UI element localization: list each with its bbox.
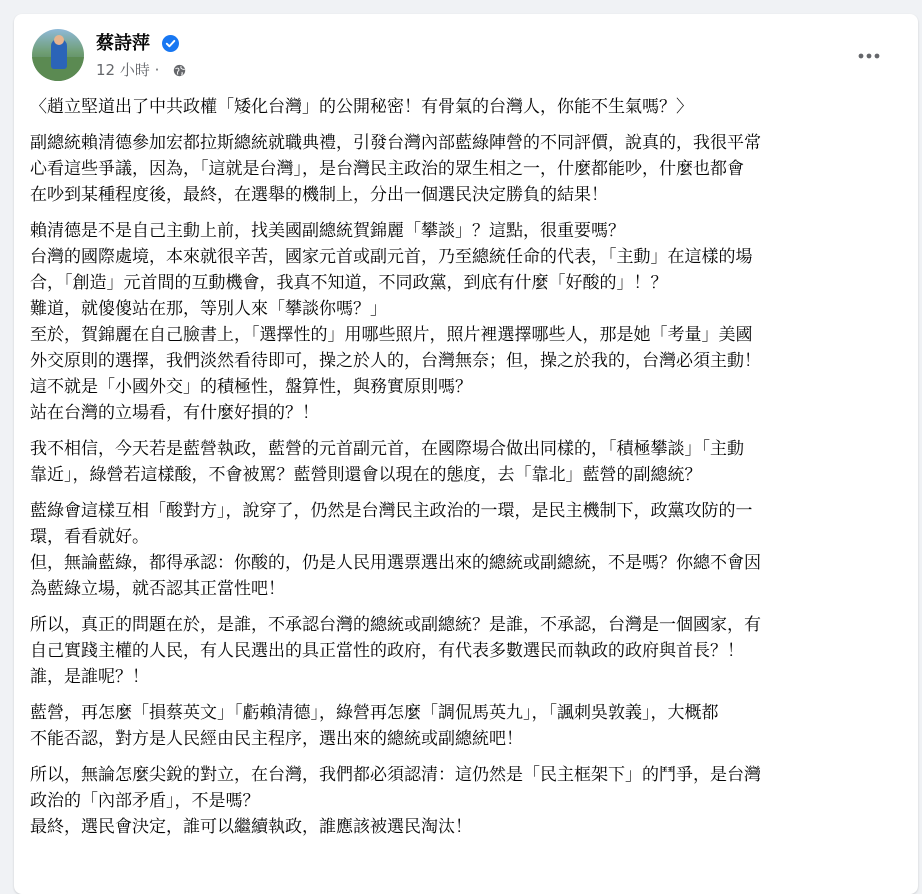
post-text-line: 在吵到某種程度後，最終，在選舉的機制上，分出一個選民決定勝負的結果！ [30, 185, 608, 205]
more-options-button[interactable] [850, 38, 890, 74]
author-avatar[interactable] [32, 29, 84, 81]
post-text-line: 所以，真正的問題在於，是誰，不承認台灣的總統或副總統？是誰，不承認，台灣是一個國家，有 [30, 615, 761, 635]
post-paragraph [30, 94, 910, 120]
post-text-line: 這不就是「小國外交」的積極性，盤算性，與務實原則嗎？ [30, 377, 472, 397]
post-text-line: 誰，是誰呢？！ [30, 667, 149, 687]
post-body [30, 94, 910, 850]
post-text-line: 但，無論藍綠，都得承認：你酸的，仍是人民用選票選出來的總統或副總統，不是嗎？你總不會因 [30, 553, 761, 573]
post-text-line: 副總統賴清德參加宏都拉斯總統就職典禮，引發台灣內部藍綠陣營的不同評價，說真的，我很平常 [30, 133, 761, 153]
post-text-line: 我不相信，今天若是藍營執政，藍營的元首副元首，在國際場合做出同樣的，「積極攀談」「主動 [30, 439, 744, 459]
post-paragraph [30, 130, 910, 208]
post-text-line: 靠近」，綠營若這樣酸，不會被罵？藍營則還會以現在的態度，去「靠北」藍營的副總統？ [30, 465, 702, 485]
meta-separator: · [154, 61, 160, 79]
post-text-line: 藍綠會這樣互相「酸對方」，說穿了，仍然是台灣民主政治的一環，是民主機制下，政黨攻防的一 [30, 501, 753, 521]
post-text-line: 〈趙立堅道出了中共政權「矮化台灣」的公開秘密！有骨氣的台灣人，你能不生氣嗎？〉 [30, 97, 693, 117]
post-text-line: 外交原則的選擇，我們淡然看待即可，操之於人的，台灣無奈；但，操之於我的，台灣必須主動！ [30, 351, 761, 371]
post-paragraph [30, 436, 910, 488]
post-text-line: 至於，賀錦麗在自己臉書上，「選擇性的」用哪些照片，照片裡選擇哪些人，那是她「考量」美國 [30, 325, 753, 345]
post-text-line: 站在台灣的立場看，有什麼好損的？！ [30, 403, 319, 423]
post-text-line: 為藍綠立場，就否認其正當性吧！ [30, 579, 285, 599]
post-card [14, 14, 918, 894]
post-text-line: 環，看看就好。 [30, 527, 149, 547]
post-paragraph [30, 700, 910, 752]
post-paragraph [30, 218, 910, 426]
verified-badge-icon [162, 35, 179, 52]
post-text-line: 賴清德是不是自己主動上前，找美國副總統賀錦麗「攀談」？這點，很重要嗎？ [30, 221, 625, 241]
post-meta [96, 60, 159, 80]
globe-icon[interactable] [173, 64, 186, 77]
post-text-line: 最終，選民會決定，誰可以繼續執政，誰應該被選民淘汰！ [30, 817, 472, 837]
post-text-line: 政治的「內部矛盾」，不是嗎？ [30, 791, 260, 811]
post-text-line: 藍營，再怎麼「損蔡英文」「虧賴清德」，綠營再怎麼「調侃馬英九」，「諷刺吳敦義」，大概都 [30, 703, 719, 723]
more-options-icon [858, 53, 880, 59]
post-paragraph [30, 762, 910, 840]
post-text-line: 心看這些爭議，因為，「這就是台灣」，是台灣民主政治的眾生相之一，什麼都能吵，什麼也都會 [30, 159, 744, 179]
avatar-head [54, 35, 64, 45]
post-paragraph [30, 612, 910, 690]
post-text-line: 所以，無論怎麼尖銳的對立，在台灣，我們都必須認清：這仍然是「民主框架下」的鬥爭，是台灣 [30, 765, 761, 785]
post-text-line: 不能否認，對方是人民經由民主程序，選出來的總統或副總統吧！ [30, 729, 523, 749]
post-text-line: 合，「創造」元首間的互動機會，我真不知道，不同政黨，到底有什麼「好酸的」！？ [30, 273, 668, 293]
post-text-line: 台灣的國際處境，本來就很辛苦，國家元首或副元首，乃至總統任命的代表，「主動」在這樣的場 [30, 247, 753, 267]
post-text-line: 難道，就傻傻站在那，等別人來「攀談你嗎？」 [30, 299, 387, 319]
post-paragraph [30, 498, 910, 602]
post-text-line: 自己實踐主權的人民，有人民選出的具正當性的政府，有代表多數選民而執政的政府與首長？！ [30, 641, 744, 661]
author-name[interactable]: 蔡詩萍 [96, 33, 150, 54]
post-timestamp[interactable]: 12 小時 [96, 61, 150, 79]
